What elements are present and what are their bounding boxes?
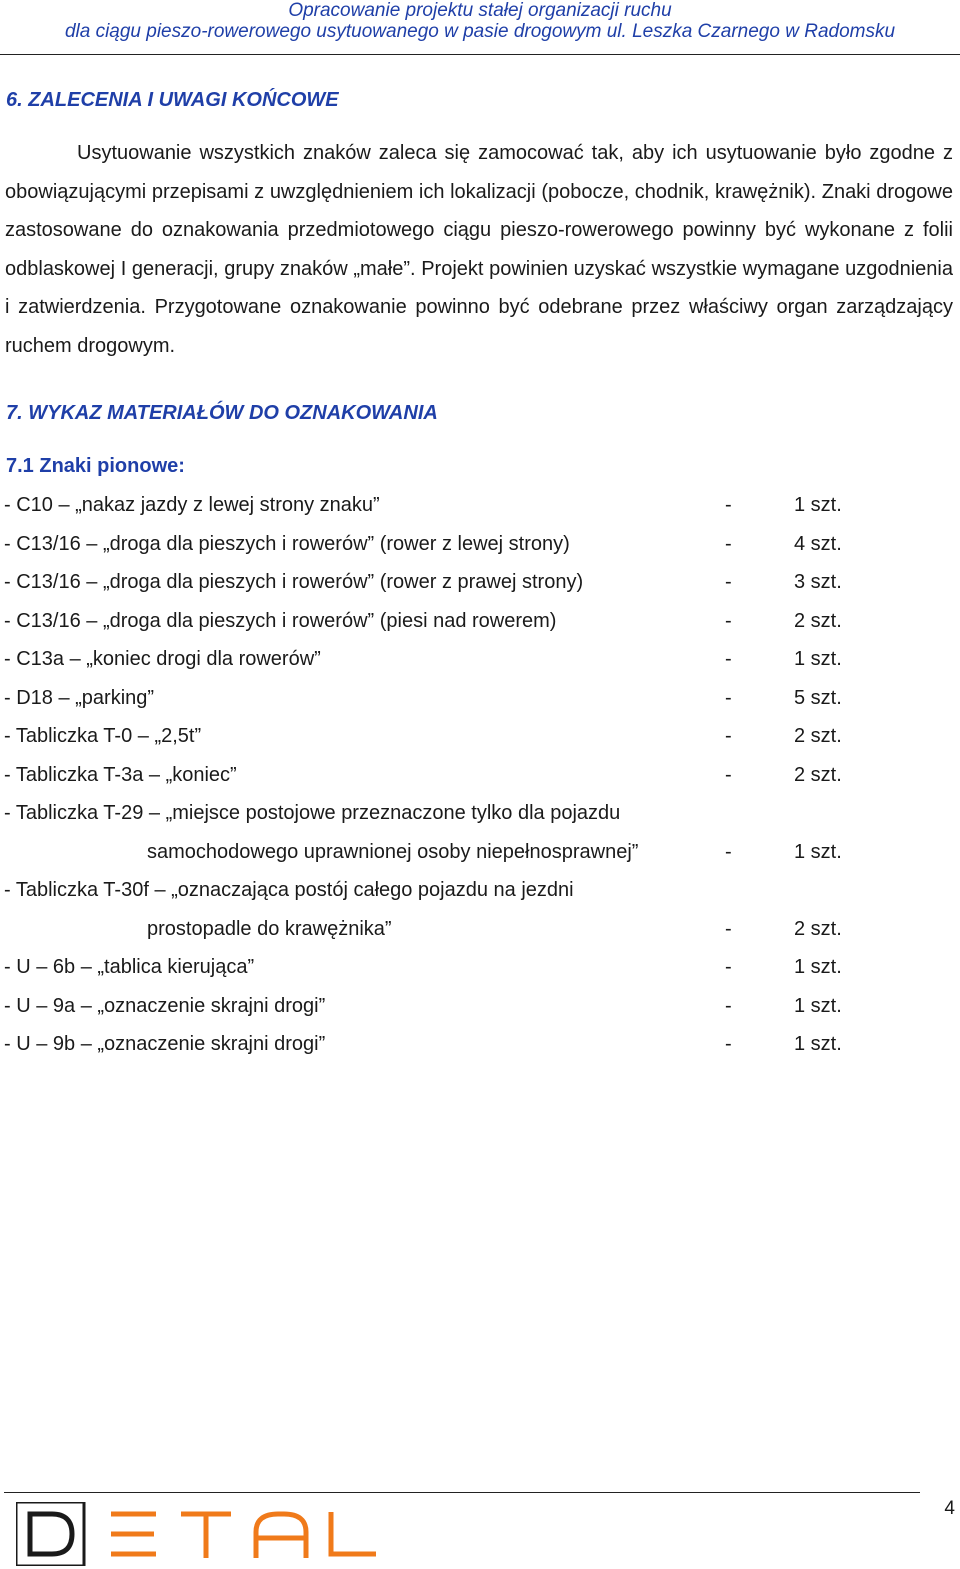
material-row (4, 794, 904, 833)
material-quantity: 2 szt. (794, 609, 842, 632)
material-row (4, 679, 904, 718)
material-dash: - (725, 609, 732, 632)
material-description: - U – 9a – „oznaczenie skrajni drogi” (4, 994, 326, 1017)
material-row (4, 486, 904, 525)
material-dash: - (725, 532, 732, 555)
material-row (4, 948, 904, 987)
material-description: - C13/16 – „droga dla pieszych i rowerów” (rower z prawej strony) (4, 571, 584, 593)
material-row (4, 640, 904, 679)
material-quantity: 2 szt. (794, 763, 842, 786)
material-description: - D18 – „parking” (4, 686, 155, 709)
material-dash: - (725, 1033, 732, 1055)
material-dash: - (725, 994, 732, 1017)
material-dash: - (725, 763, 732, 786)
material-dash: - (725, 648, 732, 670)
material-dash: - (725, 571, 732, 593)
material-description: - C10 – „nakaz jazdy z lewej strony znaku” (4, 494, 380, 516)
material-description: - U – 9b – „oznaczenie skrajni drogi” (4, 1033, 326, 1055)
material-row (4, 1025, 904, 1064)
material-dash: - (725, 917, 732, 940)
material-quantity: 1 szt. (794, 994, 842, 1017)
section-7-title: 7. WYKAZ MATERIAŁÓW DO OZNAKOWANIA (6, 402, 438, 424)
footer-rule (4, 1492, 920, 1493)
material-quantity: 2 szt. (794, 725, 842, 747)
material-description: - Tabliczka T-30f – „oznaczająca postój całego pojazdu na jezdni (4, 879, 574, 901)
material-quantity: 1 szt. (794, 840, 842, 863)
material-description: - Tabliczka T-0 – „2,5t” (4, 725, 202, 747)
material-row (4, 563, 904, 602)
material-dash: - (725, 956, 732, 978)
material-dash: - (725, 494, 732, 516)
material-dash: - (725, 840, 732, 863)
material-row (4, 717, 904, 756)
material-description-continuation: samochodowego uprawnionej osoby niepełnosprawnej” (147, 840, 639, 863)
detal-logo (16, 1502, 386, 1566)
page-number: 4 (944, 1498, 955, 1519)
section-6-title: 6. ZALECENIA I UWAGI KOŃCOWE (6, 89, 339, 111)
page-header (0, 0, 960, 55)
material-dash: - (725, 686, 732, 709)
section-6-body: Usytuowanie wszystkich znaków zaleca się zamocować tak, aby ich usytuowanie było zgodne z obowiązującymi przepisami z uwzględnieniem ich lokalizacji (pobocze, chodnik, krawężnik). Znaki drogowe zastosowane do oznakowania przedmiotowego ciągu pieszo-rowerowego powinny być wykonane z folii odblaskowej I generacji, grupy znaków „małe”. Projekt powinien uzyskać wszystkie wymagane uzgodnienia i zatwierdzenia. Przygotowane oznakowanie powinno być odebrane przez właściwy organ zarządzający ruchem drogowym. (5, 142, 953, 357)
material-description: - Tabliczka T-3a – „koniec” (4, 763, 237, 786)
material-row (4, 987, 904, 1026)
material-description: - C13/16 – „droga dla pieszych i rowerów” (rower z lewej strony) (4, 532, 570, 555)
header-line-1: Opracowanie projektu stałej organizacji ruchu (288, 0, 672, 21)
material-dash: - (725, 725, 732, 747)
material-quantity: 5 szt. (794, 686, 842, 709)
material-description: - C13a – „koniec drogi dla rowerów” (4, 648, 321, 670)
material-row (4, 525, 904, 564)
material-quantity: 4 szt. (794, 532, 842, 555)
section-6-paragraph (5, 134, 953, 365)
material-description-continuation: prostopadle do krawężnika” (147, 917, 392, 940)
header-line-2: dla ciągu pieszo-rowerowego usytuowanego w pasie drogowym ul. Leszka Czarnego w Radomsku (64, 21, 896, 42)
material-row (4, 871, 904, 910)
material-row-continuation (4, 833, 904, 872)
material-quantity: 3 szt. (794, 571, 842, 593)
material-quantity: 1 szt. (794, 648, 842, 670)
material-description: - U – 6b – „tablica kierująca” (4, 956, 255, 978)
material-row-continuation (4, 910, 904, 949)
material-quantity: 1 szt. (794, 956, 842, 978)
material-row (4, 756, 904, 795)
material-quantity: 1 szt. (794, 1033, 842, 1055)
material-row (4, 602, 904, 641)
material-description: - Tabliczka T-29 – „miejsce postojowe przeznaczone tylko dla pojazdu (4, 802, 621, 824)
material-quantity: 1 szt. (794, 494, 842, 516)
material-description: - C13/16 – „droga dla pieszych i rowerów” (piesi nad rowerem) (4, 609, 557, 632)
material-quantity: 2 szt. (794, 917, 842, 940)
materials-list (4, 486, 904, 1064)
section-7-1-subtitle: 7.1 Znaki pionowe: (6, 455, 185, 477)
